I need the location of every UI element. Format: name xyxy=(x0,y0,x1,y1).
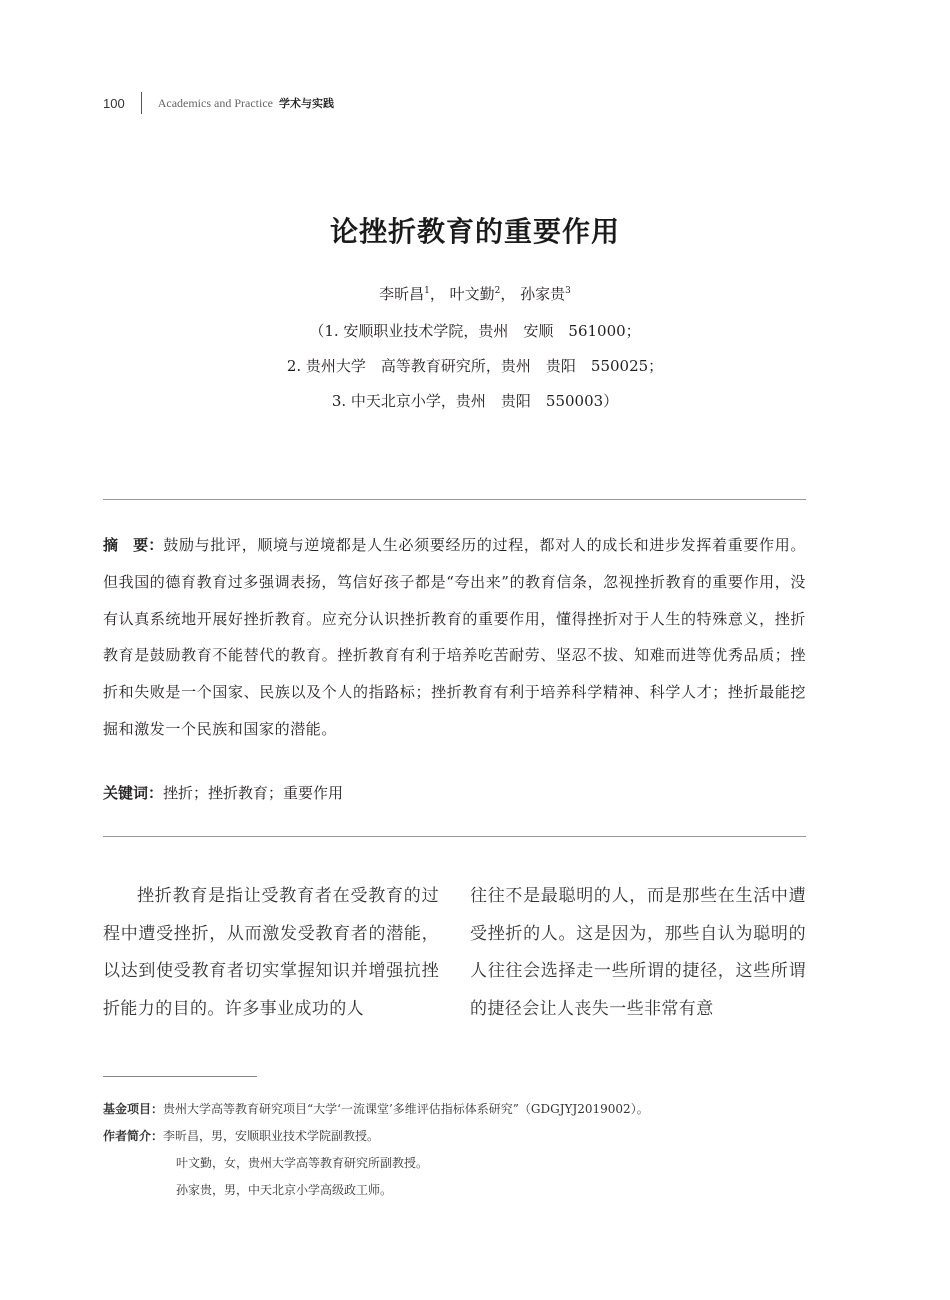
author-mark: 3 xyxy=(565,286,571,296)
author-name: 李昕昌 xyxy=(379,285,425,303)
header-divider xyxy=(141,92,142,114)
fund-text: 贵州大学高等教育研究项目“大学‘一流课堂’多维评估指标体系研究”（GDGJYJ2019002）。 xyxy=(163,1102,649,1116)
author-info-line: 李昕昌，男，安顺职业技术学院副教授。 xyxy=(163,1129,380,1143)
abstract-top-rule xyxy=(103,499,806,500)
abstract-bottom-rule xyxy=(103,836,806,837)
affiliation-2: 2. 贵州大学 高等教育研究所，贵州 贵阳 550025； xyxy=(286,357,664,375)
page-number: 100 xyxy=(103,95,125,111)
body-column-right: 往往不是最聪明的人，而是那些在生活中遭受挫折的人。这是因为，那些自认为聪明的人往往会选择走一些所谓的捷径，这些所谓的捷径会让人丧失一些非常有意 xyxy=(470,886,806,1019)
author-mark: 2 xyxy=(494,286,501,296)
author-name: 叶文勤 xyxy=(449,285,495,303)
abstract-label: 摘 要： xyxy=(103,536,164,554)
affiliation-1: （1. 安顺职业技术学院，贵州 安顺 561000； xyxy=(309,322,641,340)
keywords xyxy=(103,778,806,808)
keywords-text: 挫折；挫折教育；重要作用 xyxy=(163,784,344,802)
article-title: 论挫折教育的重要作用 xyxy=(329,215,620,248)
journal-name-en: Academics and Practice xyxy=(157,95,273,110)
fund-label: 基金项目： xyxy=(103,1102,164,1116)
fund-footnote xyxy=(103,1100,649,1118)
keywords-label: 关键词： xyxy=(103,784,164,802)
author-info-label: 作者简介： xyxy=(103,1129,164,1143)
journal-name-cn: 学术与实践 xyxy=(278,97,334,110)
author-list: 李昕昌$^1$， 叶文勤$^2$， 孙家贵$^3$ xyxy=(379,285,571,303)
author-name: 孙家贵 xyxy=(520,285,566,303)
abstract xyxy=(103,527,806,748)
author-mark: 1 xyxy=(424,286,430,296)
abstract-text: 鼓励与批评，顺境与逆境都是人生必须要经历的过程，都对人的成长和进步发挥着重要作用。但我国的德育教育过多强调表扬，笃信好孩子都是“夸出来”的教育信条，忽视挫折教育的重要作用，没有认真系统地开展好挫折教育。应充分认识挫折教育的重要作用，懂得挫折对于人生的特殊意义，挫折教育是鼓励教育不能替代的教育。挫折教育有利于培养吃苦耐劳、坚忍不拔、知难而进等优秀品质；挫折和失败是一个国家、民族以及个人的指路标；挫折教育有利于培养科学精神、科学人才；挫折最能挖掘和激发一个民族和国家的潜能。 xyxy=(103,536,806,738)
footnote-rule xyxy=(103,1076,257,1077)
body-column-left: 挫折教育是指让受教育者在受教育的过程中遭受挫折，从而激发受教育者的潜能，以达到使受教育者切实掌握知识并增强抗挫折能力的目的。许多事业成功的人 xyxy=(103,886,439,1019)
author-footnote xyxy=(103,1127,379,1145)
author-info-line: 孙家贵，男，中天北京小学高级政工师。 xyxy=(176,1183,393,1197)
affiliation-3: 3. 中天北京小学，贵州 贵阳 550003） xyxy=(331,392,619,410)
author-info-line: 叶文勤，女，贵州大学高等教育研究所副教授。 xyxy=(176,1156,429,1170)
running-header xyxy=(103,92,334,114)
